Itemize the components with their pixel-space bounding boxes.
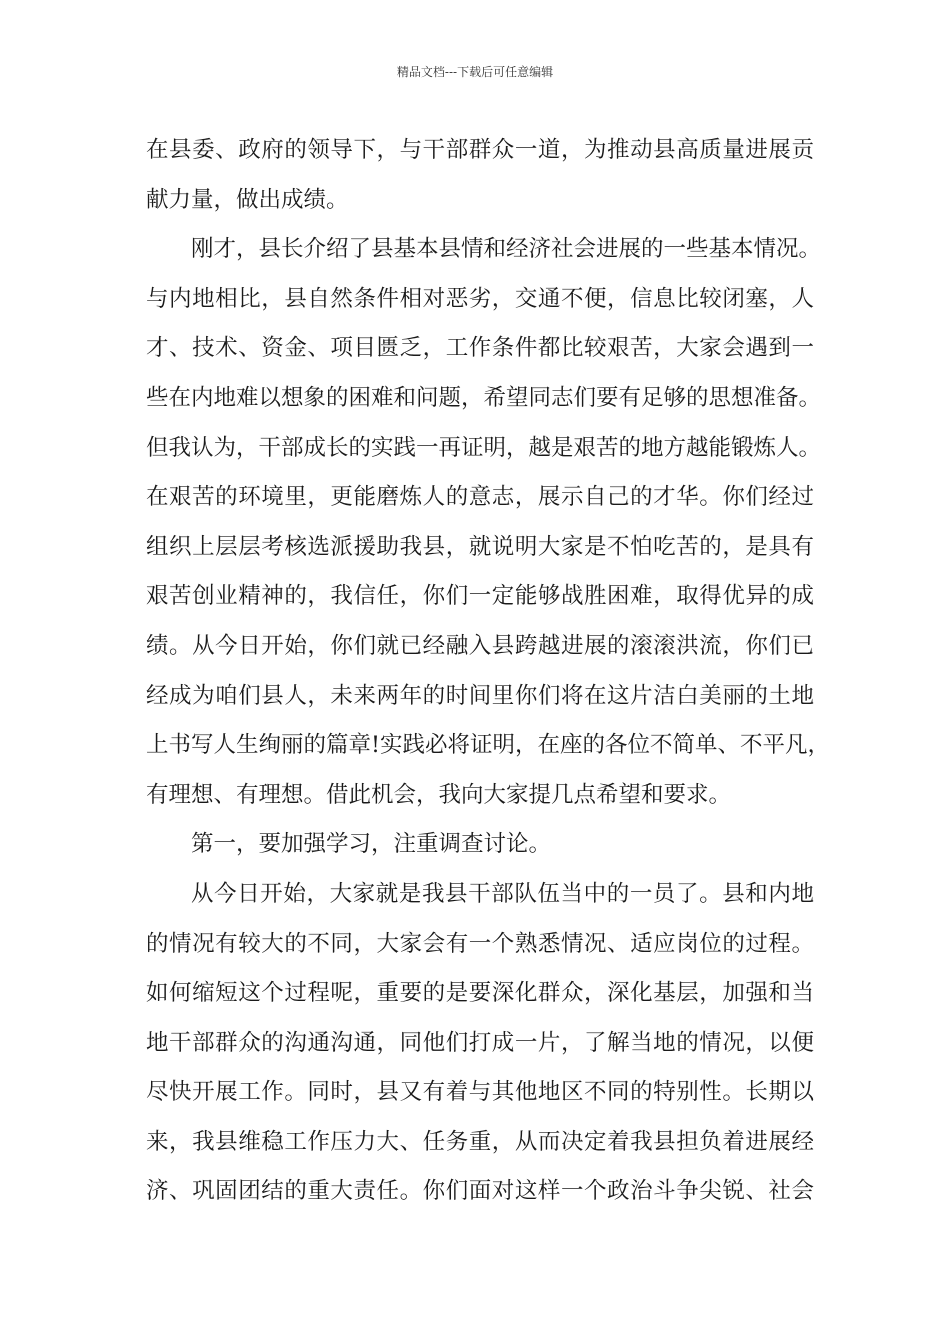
- text-line: 地干部群众的沟通沟通，同他们打成一片，了解当地的情况，以便: [146, 1029, 814, 1056]
- paragraph-first-line: 刚才，县长介绍了县基本县情和经济社会进展的一些基本情况。: [191, 236, 822, 263]
- text-line: 如何缩短这个过程呢，重要的是要深化群众，深化基层，加强和当: [146, 980, 814, 1007]
- text-line: 但我认为，干部成长的实践一再证明，越是艰苦的地方越能锻炼人。: [146, 434, 822, 461]
- text-line: 经成为咱们县人，未来两年的时间里你们将在这片洁白美丽的土地: [146, 682, 814, 709]
- text-line: 献力量，做出成绩。: [146, 186, 349, 213]
- text-line: 组织上层层考核选派援助我县，就说明大家是不怕吃苦的，是具有: [146, 533, 814, 560]
- text-line: 济、巩固团结的重大责任。你们面对这样一个政治斗争尖锐、社会: [146, 1178, 814, 1205]
- text-line: 尽快开展工作。同时，县又有着与其他地区不同的特别性。长期以: [146, 1079, 814, 1106]
- page-header: 精品文档---下载后可任意编辑: [396, 65, 554, 79]
- paragraph-first-line: 从今日开始，大家就是我县干部队伍当中的一员了。县和内地: [191, 880, 814, 907]
- text-line: 有理想、有理想。借此机会，我向大家提几点希望和要求。: [146, 781, 732, 808]
- section-heading: 第一，要加强学习，注重调查讨论。: [191, 831, 552, 858]
- text-line: 才、技术、资金、项目匮乏，工作条件都比较艰苦，大家会遇到一: [146, 335, 814, 362]
- document-body: [146, 126, 831, 1217]
- text-line: 的情况有较大的不同，大家会有一个熟悉情况、适应岗位的过程。: [146, 930, 814, 957]
- text-line: 上书写人生绚丽的篇章!实践必将证明，在座的各位不简单、不平凡，: [146, 732, 831, 759]
- text-line: 绩。从今日开始，你们就已经融入县跨越进展的滚滚洪流，你们已: [146, 632, 814, 659]
- text-line: 在艰苦的环境里，更能磨炼人的意志，展示自己的才华。你们经过: [146, 484, 814, 511]
- text-line: 艰苦创业精神的，我信任，你们一定能够战胜困难，取得优异的成: [146, 583, 814, 610]
- text-line: 与内地相比，县自然条件相对恶劣，交通不便，信息比较闭塞，人: [146, 285, 814, 312]
- text-line: 来，我县维稳工作压力大、任务重，从而决定着我县担负着进展经: [146, 1128, 814, 1155]
- text-line: 些在内地难以想象的困难和问题，希望同志们要有足够的思想准备。: [146, 384, 822, 411]
- text-line: 在县委、政府的领导下，与干部群众一道，为推动县高质量进展贡: [146, 137, 814, 163]
